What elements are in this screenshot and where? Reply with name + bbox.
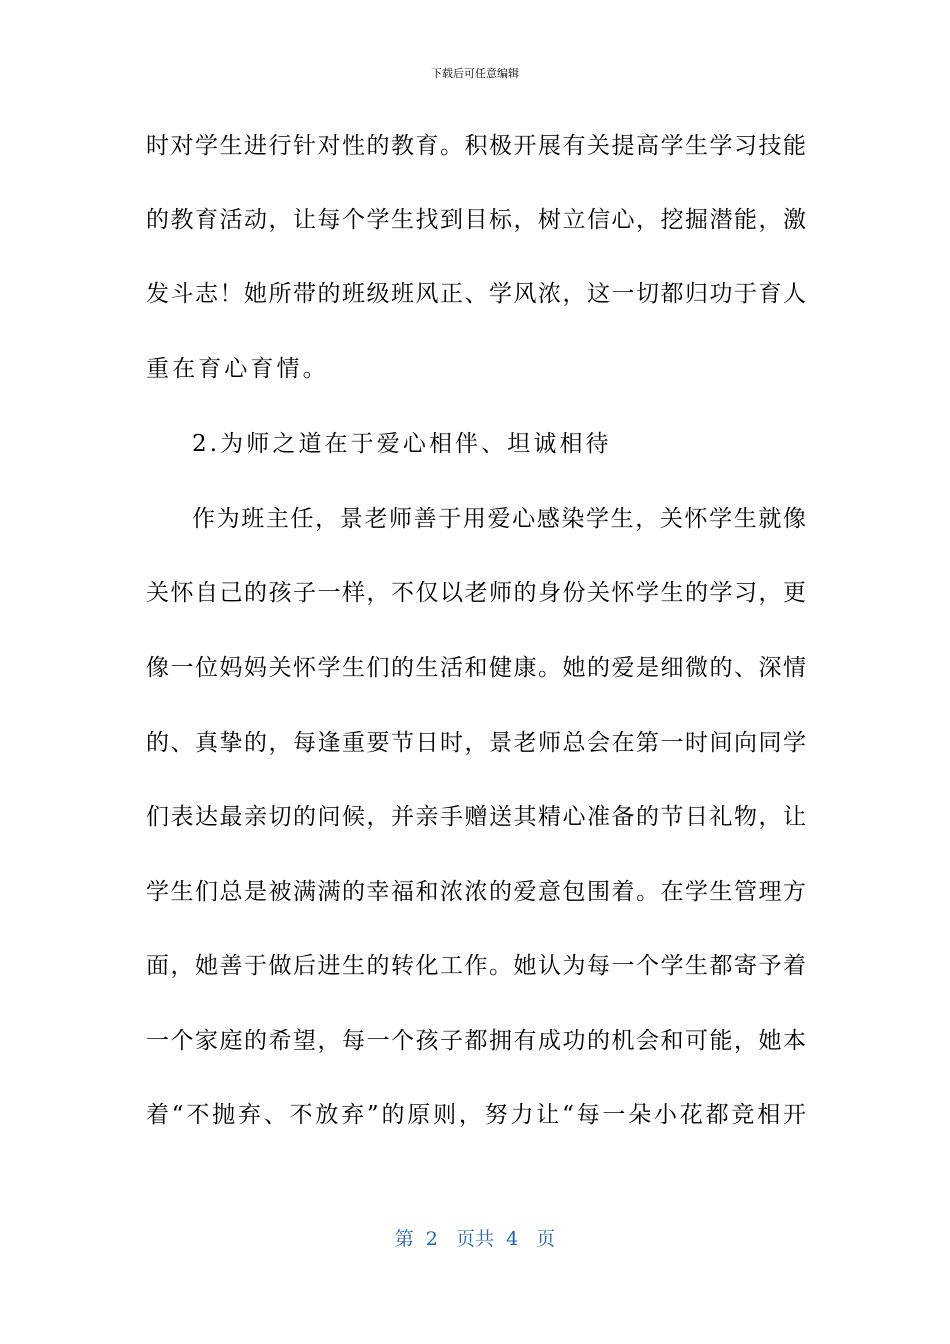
body-line: 的教育活动，让每个学生找到目标，树立信心，挖掘潜能，激 — [146, 207, 806, 233]
body-line: 关怀自己的孩子一样，不仅以老师的身份关怀学生的学习，更 — [146, 580, 806, 606]
header-note: 下载后可任意编辑 — [431, 67, 519, 80]
body-line: 时对学生进行针对性的教育。积极开展有关提高学生学习技能 — [146, 133, 806, 159]
body-line: 作为班主任，景老师善于用爱心感染学生，关怀学生就像 — [192, 506, 806, 532]
section-heading: 2.为师之道在于爱心相伴、坦诚相待 — [192, 431, 612, 457]
page-number: 第 2 页共 4 页 — [394, 1228, 556, 1250]
body-line: 的、真挚的，每逢重要节日时，景老师总会在第一时间向同学 — [146, 730, 806, 756]
body-line: 一个家庭的希望，每一个孩子都拥有成功的机会和可能，她本 — [146, 1028, 806, 1054]
body-line: 发斗志！她所带的班级班风正、学风浓，这一切都归功于育人 — [146, 281, 806, 307]
body-line: 学生们总是被满满的幸福和浓浓的爱意包围着。在学生管理方 — [146, 879, 806, 905]
body-line: 们表达最亲切的问候，并亲手赠送其精心准备的节日礼物，让 — [146, 804, 806, 830]
body-line: 着“不抛弃、不放弃”的原则，努力让“每一朵小花都竞相开 — [146, 1102, 806, 1128]
body-line: 像一位妈妈关怀学生们的生活和健康。她的爱是细微的、深情 — [146, 655, 806, 681]
body-line: 重在育心育情。 — [146, 356, 329, 382]
body-line: 面，她善于做后进生的转化工作。她认为每一个学生都寄予着 — [146, 953, 806, 979]
